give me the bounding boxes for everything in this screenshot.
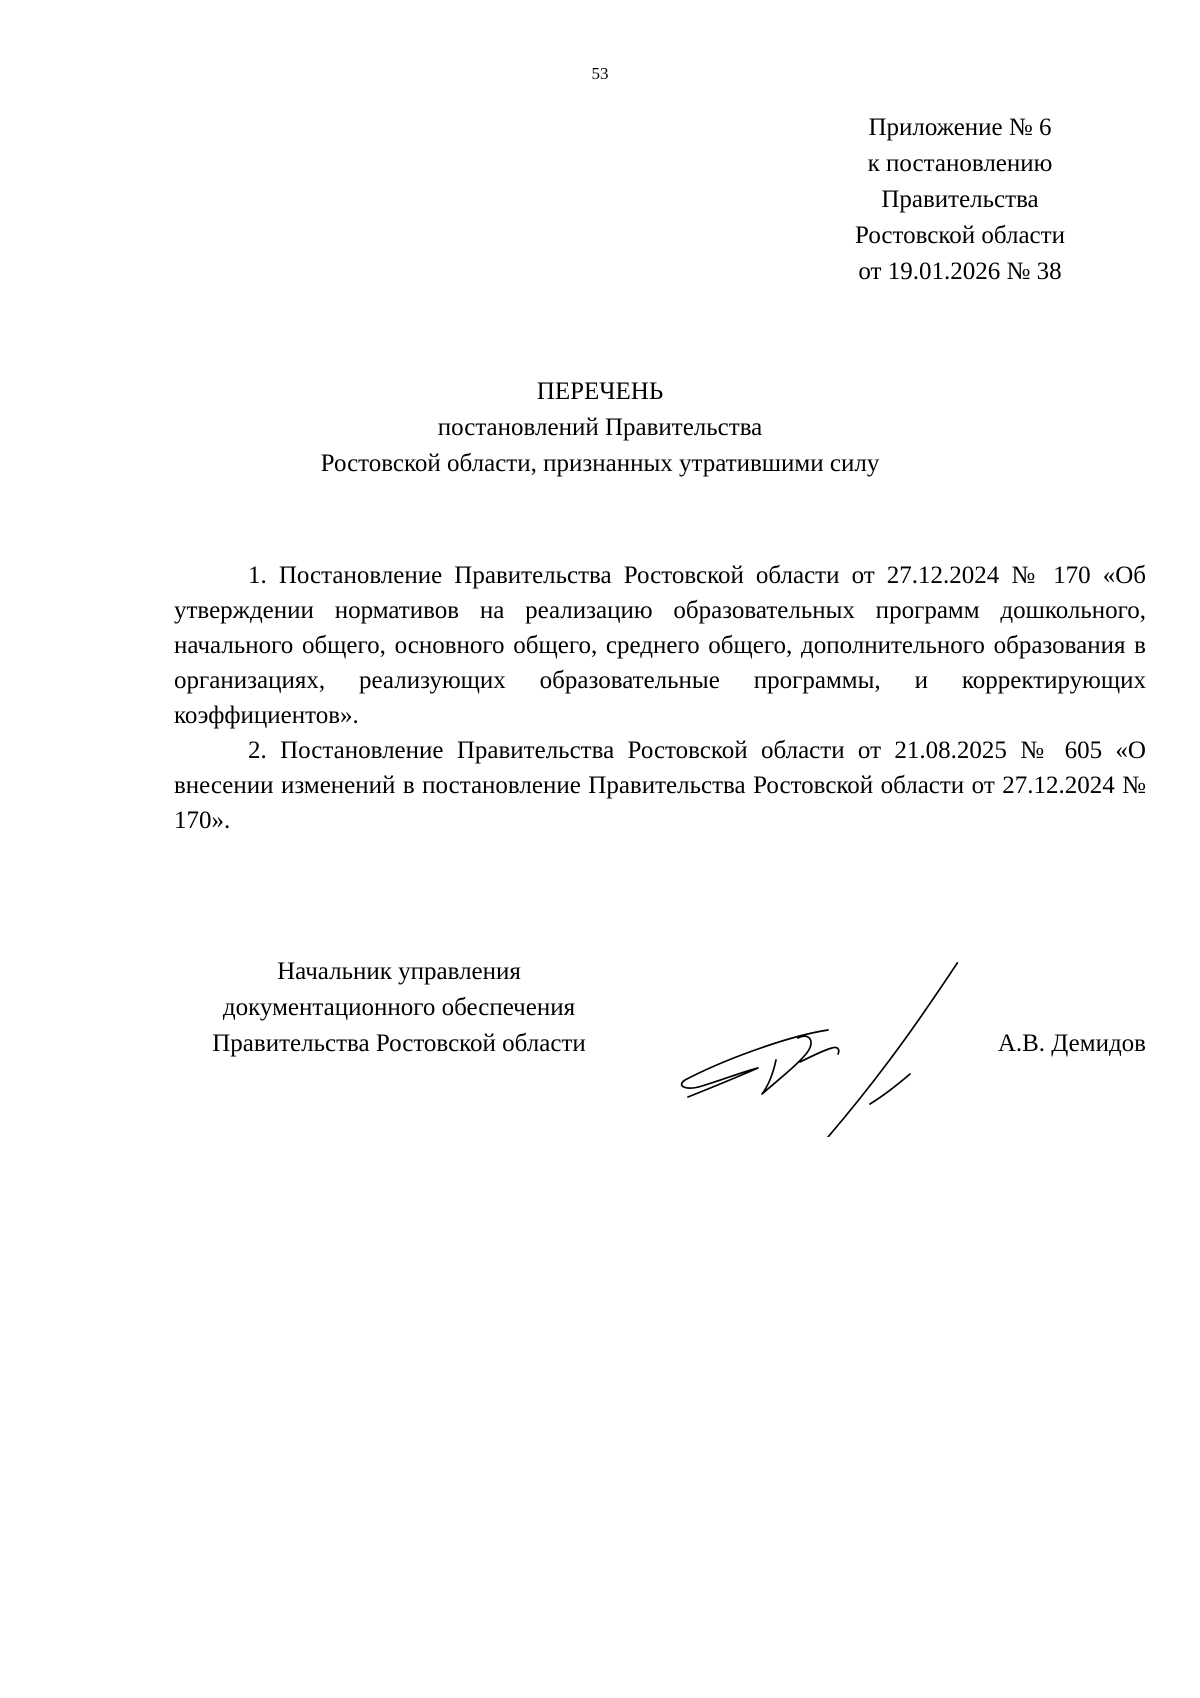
title-subtitle-line: постановлений Правительства (437, 414, 763, 441)
signer-position-line: документационного обеспечения (222, 994, 576, 1021)
handwritten-signature (678, 962, 958, 1137)
decree-list (174, 558, 1146, 838)
page-number: 53 (591, 64, 609, 83)
appendix-line: к постановлению (867, 150, 1053, 177)
signer-position-line: Начальник управления (277, 958, 521, 985)
appendix-line: Приложение № 6 (868, 114, 1052, 141)
appendix-line: Правительства (881, 186, 1039, 213)
document-title (0, 374, 1200, 482)
signer-name: А.В. Демидов (997, 1030, 1146, 1057)
title-heading: ПЕРЕЧЕНЬ (536, 378, 664, 405)
appendix-block (810, 110, 1110, 290)
appendix-line: от 19.01.2026 № 38 (858, 258, 1062, 285)
signer-position-line: Правительства Ростовской области (212, 1030, 586, 1057)
appendix-line: Ростовской области (855, 222, 1065, 249)
decree-list-item: 1. Постановление Правительства Ростовской области от 27.12.2024 № 170 «Об утверждении нормативов на реализацию образовательных программ дошкольного, начального общего, основного общего, среднего общего, дополнительного образования в организациях, реализующих образовательные программы, и корректирующих коэффициентов». (174, 562, 1146, 729)
signer-position (174, 954, 624, 1062)
decree-list-item: 2. Постановление Правительства Ростовской области от 21.08.2025 № 605 «О внесении изменений в постановление Правительства Ростовской области от 27.12.2024 № 170». (174, 737, 1146, 834)
title-subtitle-line: Ростовской области, признанных утратившими силу (320, 450, 880, 477)
